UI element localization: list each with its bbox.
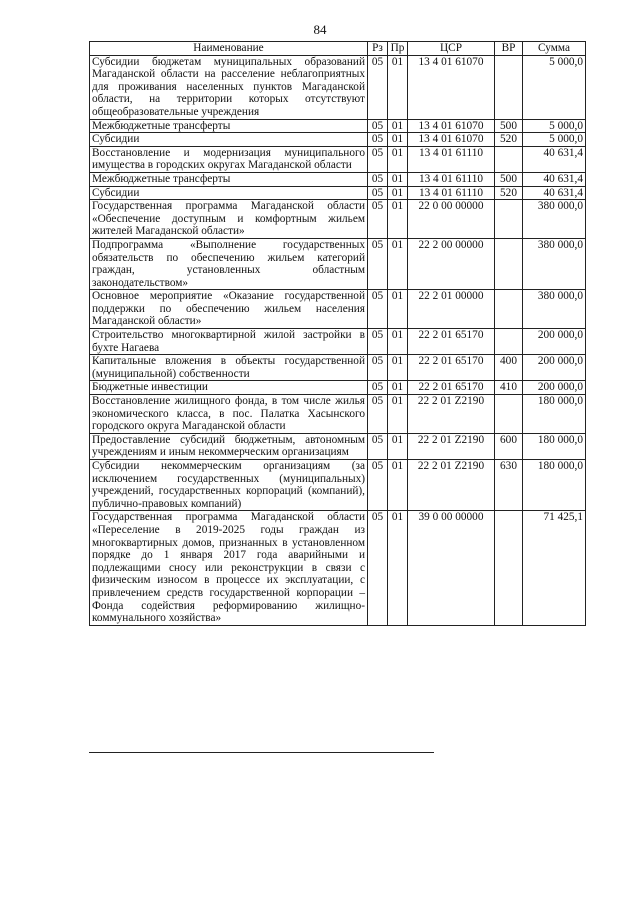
table-header-row xyxy=(90,42,586,56)
cell-sum: 200 000,0 xyxy=(523,381,586,395)
table-row xyxy=(90,329,586,355)
cell-csr: 22 0 00 00000 xyxy=(408,200,495,239)
cell-sum: 40 631,4 xyxy=(523,172,586,186)
cell-csr: 39 0 00 00000 xyxy=(408,511,495,625)
cell-csr: 13 4 01 61070 xyxy=(408,55,495,119)
table-row xyxy=(90,355,586,381)
cell-name: Межбюджетные трансферты xyxy=(90,119,368,133)
table-row xyxy=(90,381,586,395)
cell-csr: 22 2 01 Z2190 xyxy=(408,460,495,511)
table-row xyxy=(90,395,586,434)
cell-sum: 380 000,0 xyxy=(523,290,586,329)
cell-vr xyxy=(495,55,523,119)
header-rz: Рз xyxy=(368,42,388,56)
cell-csr: 22 2 01 65170 xyxy=(408,355,495,381)
cell-rz: 05 xyxy=(368,133,388,147)
table-body xyxy=(90,55,586,625)
cell-pr: 01 xyxy=(388,238,408,289)
cell-sum: 40 631,4 xyxy=(523,186,586,200)
cell-rz: 05 xyxy=(368,186,388,200)
table-row xyxy=(90,200,586,239)
cell-name: Бюджетные инвестиции xyxy=(90,381,368,395)
cell-csr: 13 4 01 61070 xyxy=(408,119,495,133)
table-row xyxy=(90,460,586,511)
cell-csr: 22 2 01 Z2190 xyxy=(408,433,495,459)
header-vr: ВР xyxy=(495,42,523,56)
cell-pr: 01 xyxy=(388,395,408,434)
header-pr: Пр xyxy=(388,42,408,56)
table-row xyxy=(90,433,586,459)
table-row xyxy=(90,172,586,186)
table-row xyxy=(90,511,586,625)
cell-pr: 01 xyxy=(388,329,408,355)
cell-sum: 180 000,0 xyxy=(523,460,586,511)
cell-rz: 05 xyxy=(368,146,388,172)
cell-vr: 500 xyxy=(495,119,523,133)
cell-rz: 05 xyxy=(368,381,388,395)
cell-pr: 01 xyxy=(388,381,408,395)
footer-divider xyxy=(89,752,434,753)
cell-name: Строительство многоквартирной жилой застройки в бухте Нагаева xyxy=(90,329,368,355)
cell-sum: 180 000,0 xyxy=(523,433,586,459)
cell-vr: 410 xyxy=(495,381,523,395)
cell-sum: 380 000,0 xyxy=(523,200,586,239)
cell-csr: 22 2 01 00000 xyxy=(408,290,495,329)
cell-name: Подпрограмма «Выполнение государственных обязательств по обеспечению жильем категорий граждан, установленных областным законодательством» xyxy=(90,238,368,289)
cell-vr xyxy=(495,395,523,434)
cell-rz: 05 xyxy=(368,460,388,511)
cell-name: Государственная программа Магаданской области «Переселение в 2019-2025 годы граждан из многоквартирных домов, признанных в установленном порядке до 1 января 2017 года аварийными и подлежащими сносу или реконструкции в связи с физическим износом в процессе их эксплуатации, с привлечением средств государственной корпорации – Фонда содействия реформированию жилищно-коммунального хозяйства» xyxy=(90,511,368,625)
cell-name: Субсидии бюджетам муниципальных образований Магаданской области на расселение неблагоприятных для проживания населенных пунктов Магаданской области, на территории которых отсутствуют общеобразовательные учреждения xyxy=(90,55,368,119)
table-row xyxy=(90,119,586,133)
cell-sum: 5 000,0 xyxy=(523,55,586,119)
cell-vr: 600 xyxy=(495,433,523,459)
cell-sum: 71 425,1 xyxy=(523,511,586,625)
cell-pr: 01 xyxy=(388,55,408,119)
cell-pr: 01 xyxy=(388,146,408,172)
cell-pr: 01 xyxy=(388,355,408,381)
cell-pr: 01 xyxy=(388,133,408,147)
cell-vr xyxy=(495,146,523,172)
cell-rz: 05 xyxy=(368,55,388,119)
cell-csr: 13 4 01 61110 xyxy=(408,146,495,172)
header-sum: Сумма xyxy=(523,42,586,56)
cell-pr: 01 xyxy=(388,119,408,133)
cell-name: Субсидии xyxy=(90,186,368,200)
cell-pr: 01 xyxy=(388,511,408,625)
cell-rz: 05 xyxy=(368,329,388,355)
cell-pr: 01 xyxy=(388,186,408,200)
cell-pr: 01 xyxy=(388,460,408,511)
cell-sum: 5 000,0 xyxy=(523,133,586,147)
cell-rz: 05 xyxy=(368,433,388,459)
cell-vr xyxy=(495,238,523,289)
cell-name: Государственная программа Магаданской области «Обеспечение доступным и комфортным жильем жителей Магаданской области» xyxy=(90,200,368,239)
cell-sum: 40 631,4 xyxy=(523,146,586,172)
cell-rz: 05 xyxy=(368,238,388,289)
cell-rz: 05 xyxy=(368,355,388,381)
cell-rz: 05 xyxy=(368,200,388,239)
cell-vr xyxy=(495,200,523,239)
cell-vr: 500 xyxy=(495,172,523,186)
cell-pr: 01 xyxy=(388,172,408,186)
cell-name: Восстановление жилищного фонда, в том числе жилья экономического класса, в пос. Палатка Хасынского городского округа Магаданской области xyxy=(90,395,368,434)
cell-name: Межбюджетные трансферты xyxy=(90,172,368,186)
cell-vr: 520 xyxy=(495,133,523,147)
header-name: Наименование xyxy=(90,42,368,56)
cell-rz: 05 xyxy=(368,119,388,133)
cell-name: Субсидии некоммерческим организациям (за исключением государственных (муниципальных) учреждений, государственных корпораций (компаний), публично-правовых компаний) xyxy=(90,460,368,511)
cell-csr: 22 2 00 00000 xyxy=(408,238,495,289)
cell-pr: 01 xyxy=(388,433,408,459)
cell-csr: 22 2 01 Z2190 xyxy=(408,395,495,434)
table-row xyxy=(90,290,586,329)
cell-sum: 380 000,0 xyxy=(523,238,586,289)
table-row xyxy=(90,238,586,289)
cell-csr: 22 2 01 65170 xyxy=(408,329,495,355)
cell-vr xyxy=(495,290,523,329)
cell-name: Предоставление субсидий бюджетным, автономным учреждениям и иным некоммерческим организациям xyxy=(90,433,368,459)
cell-vr: 520 xyxy=(495,186,523,200)
table-row xyxy=(90,186,586,200)
cell-name: Субсидии xyxy=(90,133,368,147)
budget-table xyxy=(89,41,586,626)
cell-csr: 13 4 01 61070 xyxy=(408,133,495,147)
cell-sum: 200 000,0 xyxy=(523,355,586,381)
cell-name: Основное мероприятие «Оказание государственной поддержки по обеспечению жильем населения Магаданской области» xyxy=(90,290,368,329)
table-row xyxy=(90,55,586,119)
cell-csr: 13 4 01 61110 xyxy=(408,172,495,186)
cell-vr xyxy=(495,329,523,355)
table-row xyxy=(90,146,586,172)
cell-csr: 13 4 01 61110 xyxy=(408,186,495,200)
cell-vr: 630 xyxy=(495,460,523,511)
table-row xyxy=(90,133,586,147)
header-csr: ЦСР xyxy=(408,42,495,56)
cell-vr: 400 xyxy=(495,355,523,381)
cell-rz: 05 xyxy=(368,395,388,434)
cell-rz: 05 xyxy=(368,511,388,625)
cell-rz: 05 xyxy=(368,172,388,186)
cell-pr: 01 xyxy=(388,200,408,239)
cell-name: Капитальные вложения в объекты государственной (муниципальной) собственности xyxy=(90,355,368,381)
cell-sum: 200 000,0 xyxy=(523,329,586,355)
cell-sum: 5 000,0 xyxy=(523,119,586,133)
page-number: 84 xyxy=(313,22,327,37)
cell-sum: 180 000,0 xyxy=(523,395,586,434)
cell-name: Восстановление и модернизация муниципального имущества в городских округах Магаданской области xyxy=(90,146,368,172)
cell-rz: 05 xyxy=(368,290,388,329)
cell-vr xyxy=(495,511,523,625)
cell-pr: 01 xyxy=(388,290,408,329)
cell-csr: 22 2 01 65170 xyxy=(408,381,495,395)
